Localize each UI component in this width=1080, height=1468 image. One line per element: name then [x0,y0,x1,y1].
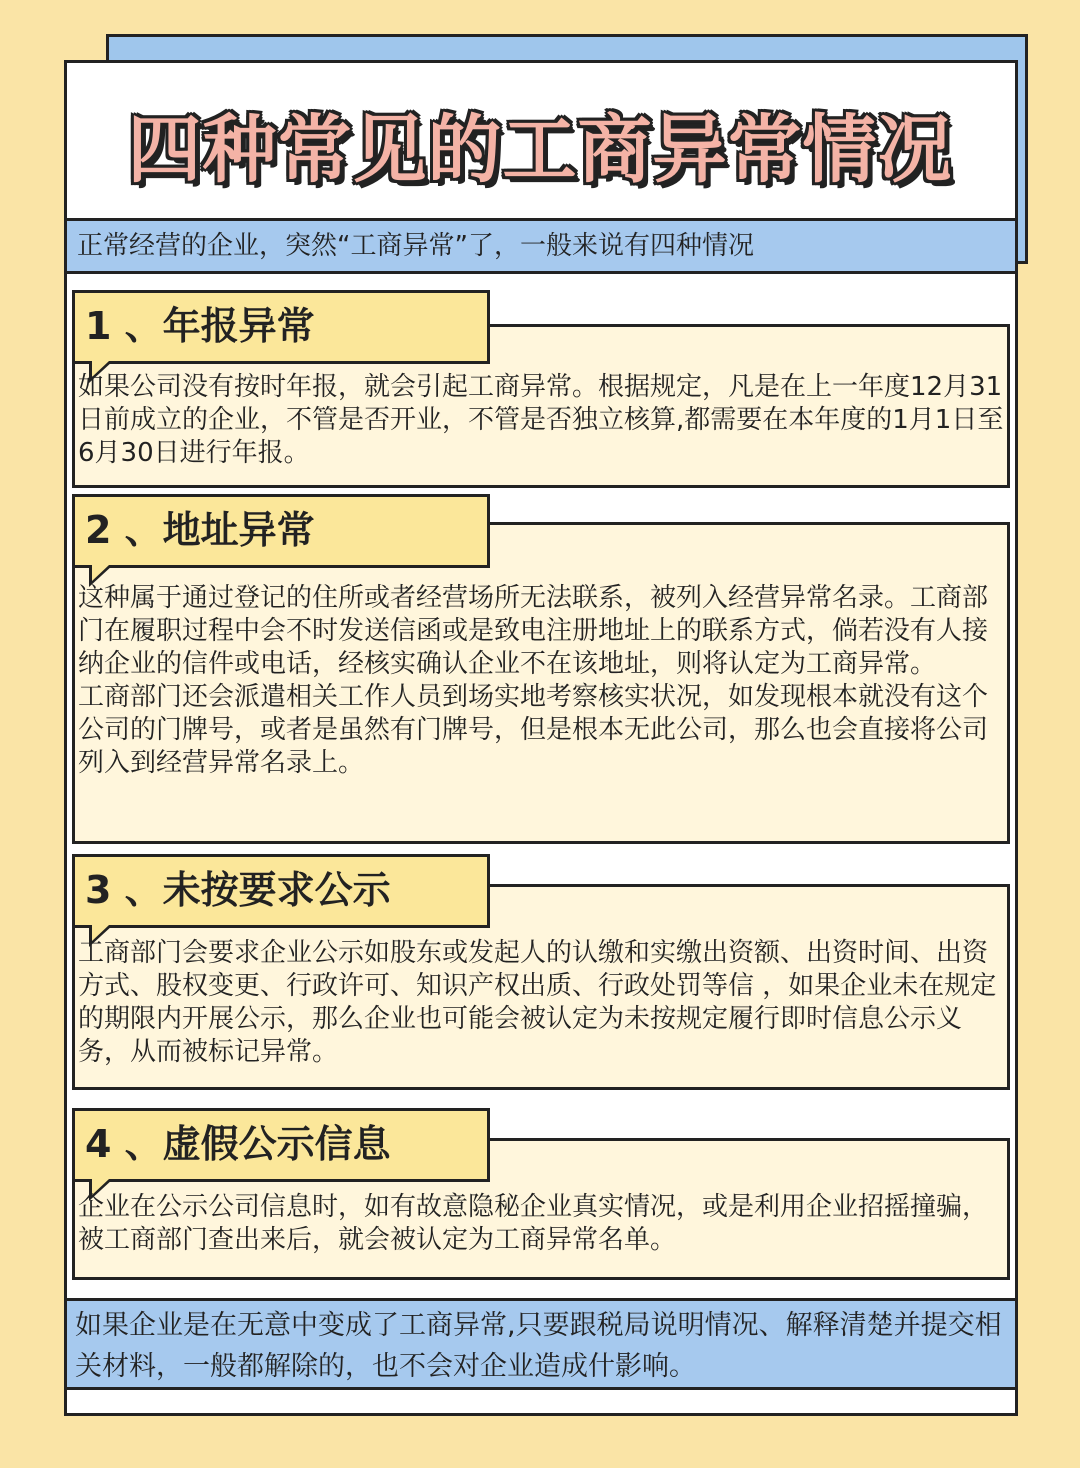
section-heading-annual-report [72,290,490,364]
section-heading-address [72,494,490,568]
intro-banner: 正常经营的企业，突然“工商异常”了，一般来说有四种情况 [64,218,1018,274]
section-paragraph: 这种属于通过登记的住所或者经营场所无法联系，被列入经营异常名录。工商部门在履职过程中会不时发送信函或是致电注册地址上的联系方式，倘若没有人接纳企业的信件或电话，经核实确认企业不在该地址，则将认定为工商异常。 [78,583,989,679]
section-heading-label: 4 、虚假公示信息 [85,1122,391,1166]
section-heading-false-info [72,1108,490,1182]
section-heading-disclosure [72,854,490,928]
section-paragraph: 企业在公示公司信息时，如有故意隐秘企业真实情况，或是利用企业招摇撞骗，被工商部门查出来后，就会被认定为工商异常名单。 [78,1192,989,1255]
section-heading-label: 2 、地址异常 [85,508,315,552]
section-paragraph: 如果公司没有按时年报，就会引起工商异常。根据规定，凡是在上一年度12月31日前成立的企业，不管是否开业，不管是否独立核算,都需要在本年度的1月1日至6月30日进行年报。 [78,372,1004,468]
section-body-address [78,582,1008,780]
section-heading-label: 1 、年报异常 [85,304,315,348]
section-paragraph: 工商部门还会派遣相关工作人员到场实地考察核实状况，如发现根本就没有这个公司的门牌号，或者是虽然有门牌号，但是根本无此公司，那么也会直接将公司列入到经营异常名录上。 [78,682,989,778]
section-body-disclosure [78,937,1008,1069]
page-title: 四种常见的工商异常情况 [127,107,953,193]
section-paragraph: 工商部门会要求企业公示如股东或发起人的认缴和实缴出资额、出资时间、出资方式、股权变更、行政许可、知识产权出质、行政处罚等信 ，如果企业未在规定的期限内开展公示，那么企业也可能会被认定为未按规定履行即时信息公示义务，从而被标记异常。 [78,938,997,1067]
section-heading-label: 3 、未按要求公示 [85,868,391,912]
section-body-false-info [78,1191,1008,1257]
section-body-annual-report [78,371,1008,470]
footer-note: 如果企业是在无意中变成了工商异常,只要跟税局说明情况、解释清楚并提交相关材料，一般都解除的，也不会对企业造成什影响。 [64,1298,1018,1390]
